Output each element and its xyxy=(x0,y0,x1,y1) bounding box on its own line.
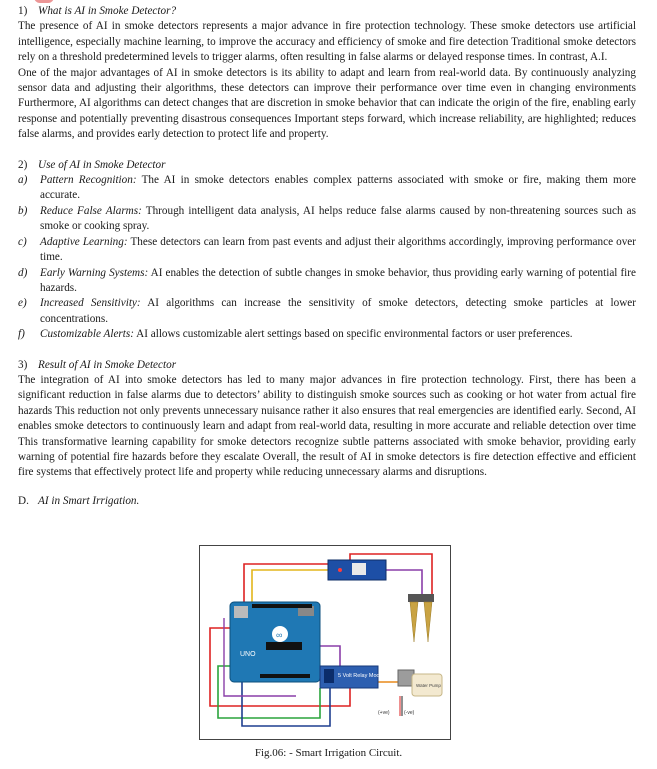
section-d-heading xyxy=(18,494,636,509)
list-item xyxy=(18,266,636,297)
negative-label: (-ve) xyxy=(404,710,415,716)
section-2-title: Use of AI in Smoke Detector xyxy=(38,158,166,171)
list-item xyxy=(18,235,636,266)
document-page xyxy=(18,4,636,509)
section-1-number: 1) xyxy=(18,5,28,17)
list-item-text: AI allows customizable alert settings based on specific environmental factors or user preferences. xyxy=(133,328,573,341)
section-1-paragraph-2: One of the major advantages of AI in smoke detectors is its ability to adapt and learn from real-world data. By continuously analyzing sensor data and adjusting their algorithms, these detectors can improve their performance over time even in changing environments Furthermore, AI algorithms can detect changes that are discretion in smoke behavior that can indicate the origin of the fire, enabling early response and potentially preventing disastrous consequences Important steps forward, which increase reliability, are highlighted; reduces false alarms, and provides early detection to protect life and property. xyxy=(18,66,636,141)
section-3-paragraph: The integration of AI into smoke detectors has led to many major advances in fire protection technology. First, there has been a significant reduction in false alarms due to detectors’ ability to distinguish smoke sources such as cooking or hot water from actual fire hazards This reduction not only prevents unnecessary nuisance rather it also ensures that real emergencies are identified early. Second, AI enables smoke detectors to continuously learn and adapt from real-world data, resulting in more accurate and reliable detection over time This transformative learning capability for smoke detectors recognize subtle patterns associated with smoke behavior, providing early warning of potential fire hazards before they escalate Overall, the result of AI in smoke detectors is fire detection effective and efficient fire systems that effectively protect life and property while reducing unnecessary alarms and disruptions. xyxy=(18,373,636,479)
list-item-text: Through intelligent data analysis, AI helps reduce false alarms caused by non-threatening sources such as smoke or cooking spray. xyxy=(40,204,636,233)
yellow-wire xyxy=(252,570,330,604)
section-3-heading xyxy=(18,358,636,373)
list-item-lead: Early Warning Systems: xyxy=(40,266,149,279)
list-marker: f) xyxy=(18,328,25,341)
relay-module xyxy=(320,666,387,688)
sensor-potentiometer xyxy=(352,563,366,575)
soil-probe-prongs xyxy=(410,602,432,642)
list-item-text: AI algorithms can increase the sensitivity of smoke detectors, detecting smoke particles at lower concentrations. xyxy=(40,297,636,325)
list-item-lead: Customizable Alerts: xyxy=(40,328,134,341)
section-1-title: What is AI in Smoke Detector? xyxy=(38,5,177,17)
list-marker: e) xyxy=(18,297,27,310)
list-item xyxy=(18,296,636,327)
arduino-board xyxy=(230,602,320,682)
list-item-text: AI enables the detection of subtle changes in smoke behavior, thus providing early warning of potential fire hazards. xyxy=(40,266,636,294)
section-1-paragraph-1: The presence of AI in smoke detectors represents a major advance in fire protection technology. These smoke detectors use artificial intelligence, especially machine learning, to improve the accuracy and efficiency of smoke and fire detection Traditional smoke detectors rely on a threshold predetermined levels to trigger alarms, often resulting in false alarms or delayed response times. In contrast, A.I. xyxy=(18,20,636,64)
section-d-number: D. xyxy=(18,494,29,507)
list-marker: b) xyxy=(18,204,28,217)
list-item-lead: Pattern Recognition: xyxy=(40,174,137,187)
section-3-number: 3) xyxy=(18,358,28,371)
pump-label: Water Pump xyxy=(416,683,441,688)
page-accent-mark xyxy=(34,0,54,3)
list-item-lead: Reduce False Alarms: xyxy=(40,204,142,217)
list-item xyxy=(18,204,636,235)
list-marker: d) xyxy=(18,266,28,279)
purple-wire xyxy=(384,570,422,596)
list-item-text: The AI in smoke detectors enables complex patterns associated with smoke or fire, making them more accurate. xyxy=(40,174,637,202)
section-2-heading xyxy=(18,158,636,173)
list-item-lead: Increased Sensitivity: xyxy=(40,297,141,310)
sensor-led xyxy=(338,568,342,572)
arduino-logo: ∞ xyxy=(276,630,283,640)
dark-wire xyxy=(242,680,330,726)
smart-irrigation-circuit-figure xyxy=(199,545,451,740)
section-2-number: 2) xyxy=(18,158,28,171)
circuit-diagram xyxy=(200,546,450,739)
soil-probe-head xyxy=(408,594,434,602)
list-marker: c) xyxy=(18,235,27,248)
list-item-text: These detectors can learn from past events and adjust their algorithms accordingly, improving performance over time. xyxy=(40,235,636,264)
figure-caption: Fig.06: - Smart Irrigation Circuit. xyxy=(254,747,403,759)
positive-label: (+ve) xyxy=(378,710,390,716)
section-3-title: Result of AI in Smoke Detector xyxy=(38,358,177,371)
water-pump xyxy=(398,670,442,696)
list-item-lead: Adaptive Learning: xyxy=(40,235,128,248)
relay-label: 5 Volt Relay Module xyxy=(338,673,387,679)
section-d-title: AI in Smart Irrigation. xyxy=(38,494,140,507)
list-marker: a) xyxy=(18,174,28,187)
list-item xyxy=(18,173,636,204)
section-1-heading xyxy=(18,4,636,19)
use-list xyxy=(18,173,636,342)
list-item xyxy=(18,327,636,342)
board-label: UNO xyxy=(240,651,256,658)
